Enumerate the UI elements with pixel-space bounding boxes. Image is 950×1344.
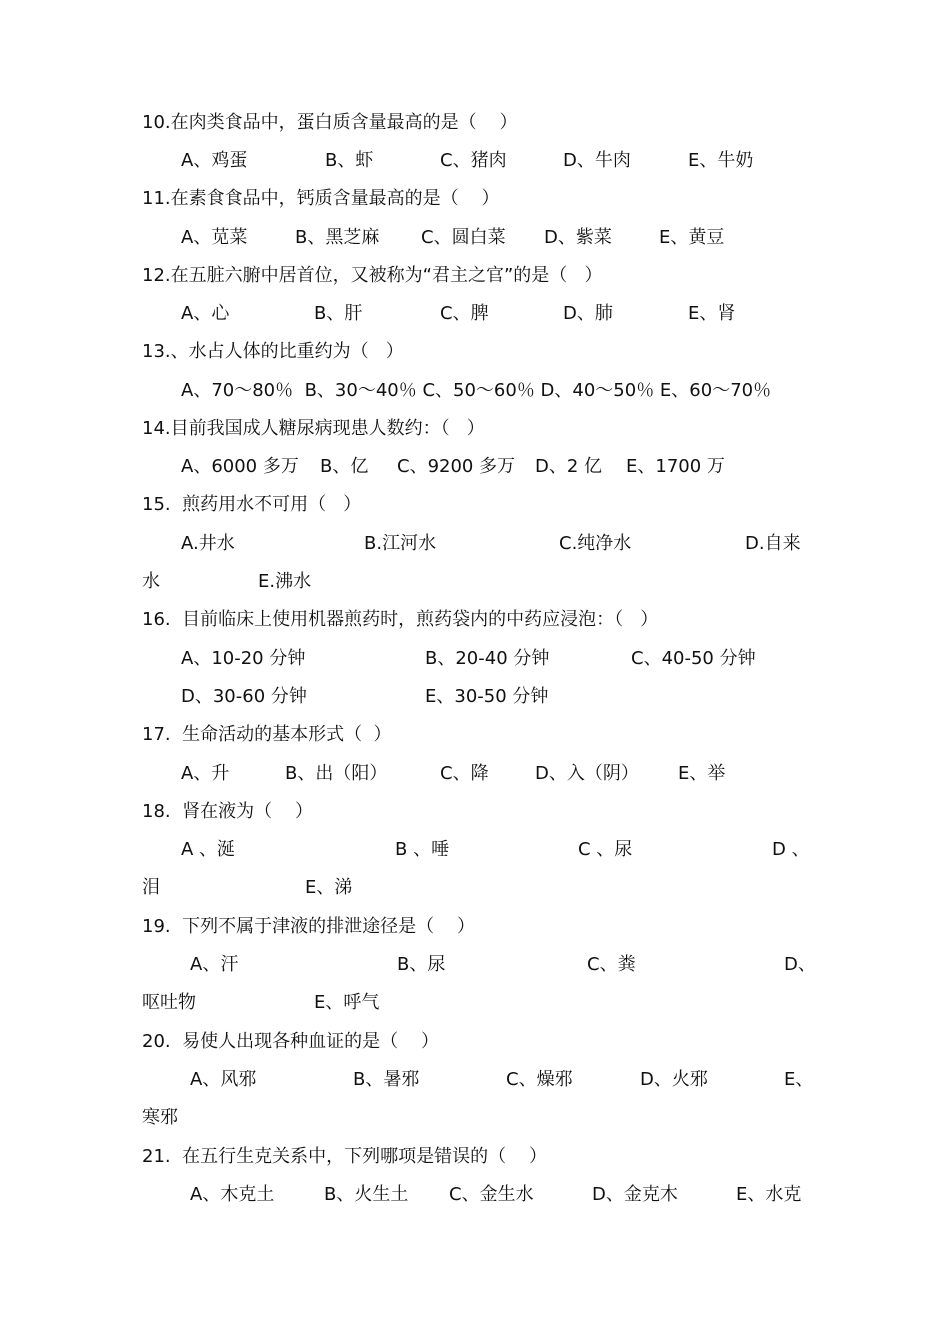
q10-option-d: D、牛肉: [563, 150, 631, 171]
q16-option-d: D、30-60 分钟: [181, 686, 307, 707]
q19-option-d-wrap: 呕吐物: [142, 992, 196, 1013]
q14-option-b: B、亿: [320, 456, 369, 477]
q12-option-d: D、肺: [563, 303, 613, 324]
question-16-stem: 16. 目前临床上使用机器煎药时，煎药袋内的中药应浸泡：（ ）: [142, 609, 659, 630]
q14-option-d: D、2 亿: [535, 456, 603, 477]
q16-option-a: A、10-20 分钟: [181, 648, 306, 669]
q21-option-b: B、火生土: [324, 1184, 409, 1205]
question-19-stem: 19. 下列不属于津液的排泄途径是（ ）: [142, 916, 475, 937]
q18-option-a: A 、涎: [181, 839, 236, 860]
question-18-stem: 18. 肾在液为（ ）: [142, 801, 313, 822]
question-17-stem: 17. 生命活动的基本形式（ ）: [142, 724, 392, 745]
q20-option-c: C、燥邪: [506, 1069, 573, 1090]
question-20-stem: 20. 易使人出现各种血证的是（ ）: [142, 1031, 439, 1052]
q18-option-e: E、涕: [305, 877, 353, 898]
q12-option-c: C、脾: [440, 303, 489, 324]
q12-option-e: E、肾: [688, 303, 736, 324]
question-14-stem: 14.目前我国成人糖尿病现患人数约：（ ）: [142, 418, 485, 439]
q17-option-d: D、入（阴）: [535, 763, 639, 784]
q20-option-e: E、: [784, 1069, 814, 1090]
q15-option-d: D.自来: [745, 533, 801, 554]
q11-option-a: A、苋菜: [181, 227, 248, 248]
q16-option-b: B、20-40 分钟: [425, 648, 550, 669]
q20-option-e-wrap: 寒邪: [142, 1107, 178, 1128]
q15-option-b: B.江河水: [364, 533, 437, 554]
q19-option-b: B、尿: [397, 954, 446, 975]
q21-option-c: C、金生水: [449, 1184, 534, 1205]
q17-option-b: B、出（阳）: [285, 763, 388, 784]
q14-option-a: A、6000 多万: [181, 456, 299, 477]
q16-option-c: C、40-50 分钟: [631, 648, 756, 669]
q18-option-d-wrap: 泪: [142, 877, 160, 898]
q14-option-c: C、9200 多万: [397, 456, 516, 477]
q16-option-e: E、30-50 分钟: [425, 686, 549, 707]
q10-option-b: B、虾: [325, 150, 374, 171]
q12-option-a: A、心: [181, 303, 230, 324]
q13-options: A、70～80％ B、30～40％ C、50～60％ D、40～50％ E、60～70％: [181, 380, 772, 401]
q20-option-d: D、火邪: [640, 1069, 708, 1090]
q21-option-a: A、木克土: [190, 1184, 275, 1205]
q18-option-c: C 、尿: [578, 839, 633, 860]
question-21-stem: 21. 在五行生克关系中，下列哪项是错误的（ ）: [142, 1146, 547, 1167]
q10-option-c: C、猪肉: [440, 150, 507, 171]
q10-option-a: A、鸡蛋: [181, 150, 248, 171]
q17-option-e: E、举: [678, 763, 726, 784]
q18-option-d: D 、: [772, 839, 810, 860]
question-12-stem: 12.在五脏六腑中居首位，又被称为“君主之官”的是（ ）: [142, 265, 603, 286]
q17-option-a: A、升: [181, 763, 230, 784]
q10-option-e: E、牛奶: [688, 150, 754, 171]
q17-option-c: C、降: [440, 763, 489, 784]
q20-option-b: B、暑邪: [353, 1069, 420, 1090]
q11-option-d: D、紫菜: [544, 227, 612, 248]
q19-option-a: A、汗: [190, 954, 239, 975]
q11-option-c: C、圆白菜: [421, 227, 506, 248]
q14-option-e: E、1700 万: [626, 456, 725, 477]
question-11-stem: 11.在素食食品中，钙质含量最高的是（ ）: [142, 188, 500, 209]
q18-option-b: B 、唾: [395, 839, 450, 860]
q19-option-c: C、粪: [587, 954, 636, 975]
q15-option-c: C.纯净水: [559, 533, 632, 554]
q12-option-b: B、肝: [314, 303, 363, 324]
q15-option-e: E.沸水: [258, 571, 312, 592]
q11-option-e: E、黄豆: [659, 227, 725, 248]
q20-option-a: A、风邪: [190, 1069, 257, 1090]
question-10-stem: 10.在肉类食品中，蛋白质含量最高的是（ ）: [142, 112, 518, 133]
q21-option-d: D、金克木: [592, 1184, 678, 1205]
q21-option-e: E、水克: [736, 1184, 802, 1205]
q11-option-b: B、黑芝麻: [295, 227, 380, 248]
q19-option-d: D、: [784, 954, 816, 975]
question-15-stem: 15. 煎药用水不可用（ ）: [142, 494, 362, 515]
q19-option-e: E、呼气: [314, 992, 380, 1013]
q15-option-a: A.井水: [181, 533, 235, 554]
question-13-stem: 13.、水占人体的比重约为（ ）: [142, 341, 404, 362]
q15-option-d-wrap: 水: [142, 571, 160, 592]
